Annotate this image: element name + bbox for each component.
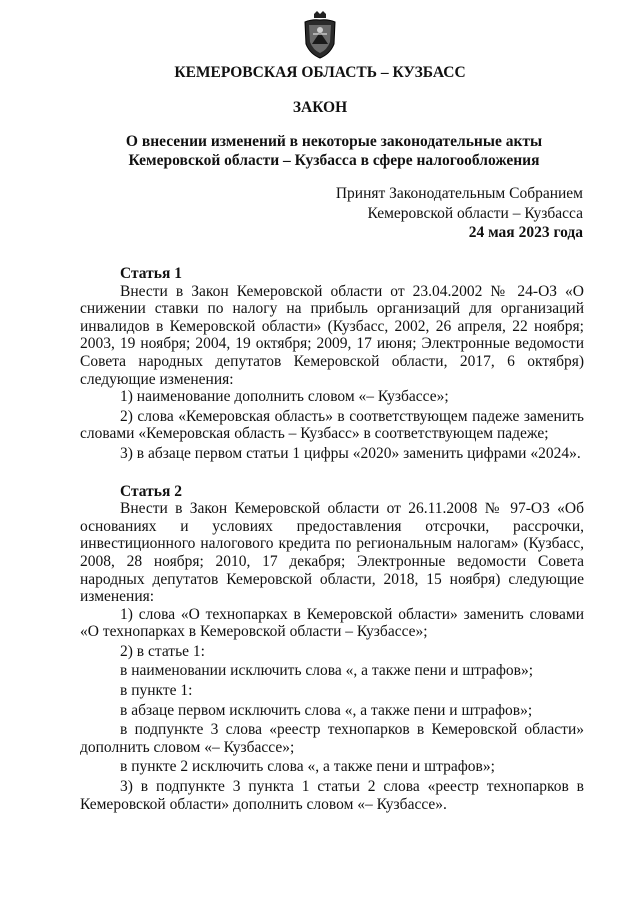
- article-item: 3) в подпункте 3 пункта 1 статьи 2 слова «реестр технопарков в Кемеровской области» дополнить словом «– Кузбассе».: [80, 778, 584, 813]
- law-subject: [60, 132, 608, 170]
- adoption-date: 24 мая 2023 года: [468, 224, 583, 241]
- coat-of-arms-emblem: [300, 10, 340, 60]
- article-item: в наименовании исключить слова «, а также пени и штрафов»;: [120, 662, 534, 680]
- article-item: 1) наименование дополнить словом «– Кузбассе»;: [120, 388, 449, 406]
- subject-line-2: Кемеровской области – Кузбасса в сфере налогообложения: [128, 152, 540, 169]
- article-item: в пункте 2 исключить слова «, а также пени и штрафов»;: [120, 758, 495, 776]
- article-item: в пункте 1:: [120, 682, 193, 700]
- article-item: 1) слова «О технопарках в Кемеровской области» заменить словами «О технопарках в Кемеровской области – Кузбассе»;: [80, 605, 584, 641]
- article-item: 2) слова «Кемеровская область» в соответствующем падеже заменить словами «Кемеровская область – Кузбасс» в соответствующем падеже;: [80, 407, 584, 443]
- article-item: в подпункте 3 слова «реестр технопарков в Кемеровской области» дополнить словом «– Кузбассе»;: [80, 721, 584, 756]
- article-intro: Внести в Закон Кемеровской области от 26.11.2008 № 97-ОЗ «Об основаниях и условиях предоставления отсрочки, рассрочки, инвестиционного налогового кредита по региональным налогам» (Кузбасс, 2008, 28 ноября; 2010, 17 декабря; Электронные ведомости Совета народных депутатов Кемеровской области, 2018, 15 ноября) следующие изменения:: [80, 500, 584, 606]
- article-item: в абзаце первом исключить слова «, а также пени и штрафов»;: [120, 701, 533, 719]
- article-heading: Статья 2: [120, 482, 182, 500]
- document-type: ЗАКОН: [292, 99, 348, 116]
- article-heading: Статья 1: [120, 265, 182, 282]
- adopted-line-2: Кемеровской области – Кузбасса: [367, 204, 583, 222]
- article-item: 2) в статье 1:: [120, 642, 205, 660]
- article-1: [80, 265, 584, 463]
- law-body: [80, 265, 584, 815]
- article-intro: Внести в Закон Кемеровской области от 23.04.2002 № 24-ОЗ «О снижении ставки по налогу на прибыль организаций для организаций инвалидов в Кемеровской области» (Кузбасс, 2002, 26 апреля, 22 ноября; 2003, 19 ноября; 2004, 19 октября; 2009, 17 июня; Электронные ведомости Совета народных депутатов Кемеровской области, 2017, 6 октября) следующие изменения:: [80, 282, 584, 388]
- adopted-line-1: Принят Законодательным Собранием: [335, 185, 583, 202]
- article-2: [80, 483, 584, 814]
- subject-line-1: О внесении изменений в некоторые законодательные акты: [125, 133, 543, 150]
- article-item: 3) в абзаце первом статьи 1 цифры «2020» заменить цифрами «2024».: [120, 444, 581, 462]
- region-title: КЕМЕРОВСКАЯ ОБЛАСТЬ – КУЗБАСС: [174, 64, 466, 81]
- adoption-block: [336, 184, 583, 243]
